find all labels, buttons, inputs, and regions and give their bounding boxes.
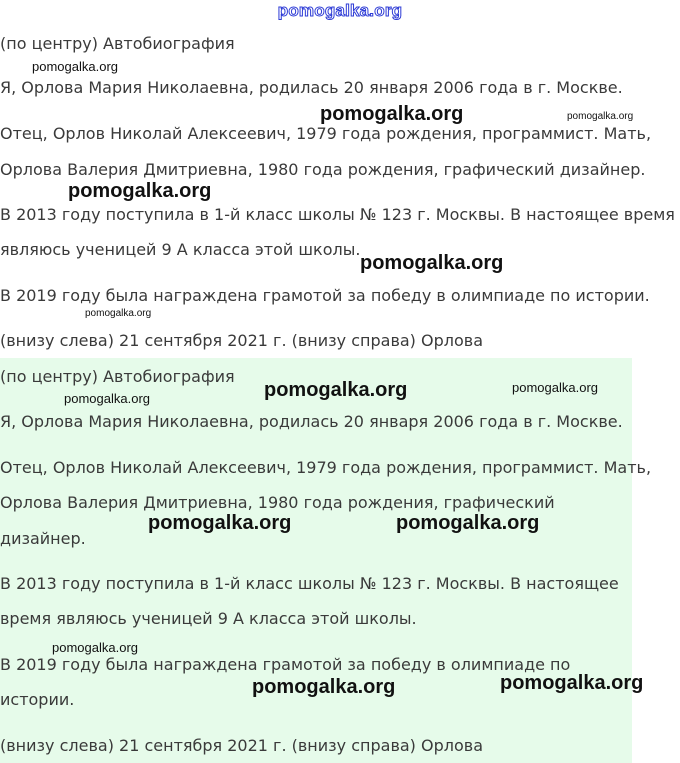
doc-title: (по центру) Автобиография [0, 367, 235, 386]
watermark: pomogalka.org [396, 512, 540, 534]
watermark: pomogalka.org [567, 111, 634, 122]
text-line: В 2019 году была награждена грамотой за победу в олимпиаде по истории. [0, 286, 650, 305]
text-line: Я, Орлова Мария Николаевна, родилась 20 января 2006 года в г. Москве. [0, 412, 623, 431]
text-line: Я, Орлова Мария Николаевна, родилась 20 января 2006 года в г. Москве. [0, 78, 623, 97]
text-line: В 2013 году поступила в 1-й класс школы № 123 г. Москвы. В настоящее время [0, 205, 675, 224]
watermark: pomogalka.org [512, 380, 598, 395]
watermark: pomogalka.org [252, 676, 396, 698]
text-line: дизайнер. [0, 529, 86, 548]
doc-footer: (внизу слева) 21 сентября 2021 г. (внизу справа) Орлова [0, 331, 484, 350]
text-line: В 2013 году поступила в 1-й класс школы № 123 г. Москвы. В настоящее [0, 574, 619, 593]
watermark: pomogalka.org [320, 103, 464, 125]
text-line: Орлова Валерия Дмитриевна, 1980 года рождения, графический [0, 493, 555, 512]
watermark: pomogalka.org [500, 672, 644, 694]
watermark: pomogalka.org [32, 59, 118, 74]
text-line: истории. [0, 690, 75, 709]
doc-footer: (внизу слева) 21 сентября 2021 г. (внизу справа) Орлова [0, 736, 484, 755]
watermark: pomogalka.org [360, 252, 504, 274]
text-line: Отец, Орлов Николай Алексеевич, 1979 года рождения, программист. Мать, [0, 124, 652, 143]
text-line: являюсь ученицей 9 А класса этой школы. [0, 240, 361, 259]
text-line: Отец, Орлов Николай Алексеевич, 1979 года рождения, программист. Мать, [0, 458, 652, 477]
watermark: pomogalka.org [264, 379, 408, 401]
site-watermark-header: pomogalka.org [277, 1, 403, 20]
text-line: время являюсь ученицей 9 А класса этой школы. [0, 609, 417, 628]
watermark: pomogalka.org [68, 180, 212, 202]
text-line: В 2019 году была награждена грамотой за победу в олимпиаде по [0, 655, 571, 674]
watermark: pomogalka.org [148, 512, 292, 534]
watermark: pomogalka.org [85, 308, 152, 319]
text-line: Орлова Валерия Дмитриевна, 1980 года рождения, графический дизайнер. [0, 160, 646, 179]
doc-title: (по центру) Автобиография [0, 34, 235, 53]
watermark: pomogalka.org [52, 640, 138, 655]
watermark: pomogalka.org [64, 391, 150, 406]
